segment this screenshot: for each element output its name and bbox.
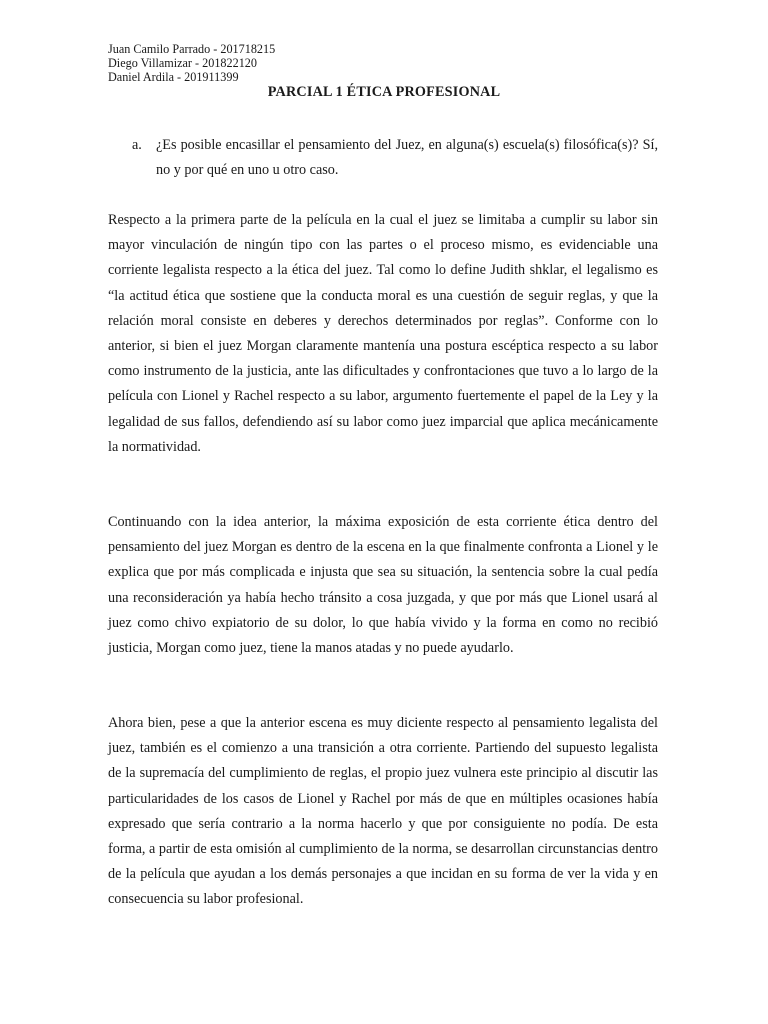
author-line: Diego Villamizar - 201822120: [108, 56, 257, 70]
question-item: [108, 133, 658, 183]
question-text: ¿Es posible encasillar el pensamiento del Juez, en alguna(s) escuela(s) filosófica(s)? Sí, no y por qué en uno u otro caso.: [156, 137, 658, 178]
question-marker: a.: [132, 137, 142, 153]
author-line: Daniel Ardila - 201911399: [108, 70, 239, 84]
document-title: PARCIAL 1 ÉTICA PROFESIONAL: [267, 84, 501, 100]
author-line: Juan Camilo Parrado - 201718215: [108, 42, 276, 56]
body-paragraph: Ahora bien, pese a que la anterior escena es muy diciente respecto al pensamiento legalista del juez, también es el comienzo a una transición a otra corriente. Partiendo del supuesto legalista de la supremacía del cumplimiento de reglas, el propio juez vulnera este principio al discutir las particularidades de los casos de Lionel y Rachel por más de que en múltiples ocasiones había expresado que sería contrario a la norma hacerlo y que por consiguiente no podía. De esta forma, a partir de esta omisión al cumplimiento de la norma, se desarrollan circunstancias dentro de la película que ayudan a los demás personajes a que incidan en su forma de ver la vida y en consecuencia su labor profesional.: [108, 715, 658, 908]
author-list: [108, 42, 275, 84]
body-paragraph: Respecto a la primera parte de la película en la cual el juez se limitaba a cumplir su labor sin mayor vinculación de ningún tipo con las partes o el proceso mismo, es evidenciable una corriente legalista respecto a la ética del juez. Tal como lo define Judith shklar, el legalismo es “la actitud ética que sostiene que la conducta moral es una cuestión de seguir reglas, y que la relación moral consiste en deberes y derechos determinados por reglas”. Conforme con lo anterior, si bien el juez Morgan claramente mantenía una postura escéptica respecto a su labor como instrumento de la justicia, ante las dificultades y confrontaciones que tuvo a lo largo de la película con Lionel y Rachel respecto a su labor, argumento fuertemente el papel de la Ley y la legalidad de sus fallos, defendiendo así su labor como juez imparcial que aplica mecánicamente la normatividad.: [108, 212, 658, 455]
body-paragraph: Continuando con la idea anterior, la máxima exposición de esta corriente ética dentro del pensamiento del juez Morgan es dentro de la escena en la que finalmente confronta a Lionel y le explica que por más complicada e injusta que sea su situación, la sentencia sobre la cual pedía una reconsideración ya había hecho tránsito a cosa juzgada, y que por más que Lionel usará al juez como chivo expiatorio de su dolor, lo que había vivido y la forma en como no recibió justicia, Morgan como juez, tiene la manos atadas y no puede ayudarlo.: [108, 514, 658, 657]
